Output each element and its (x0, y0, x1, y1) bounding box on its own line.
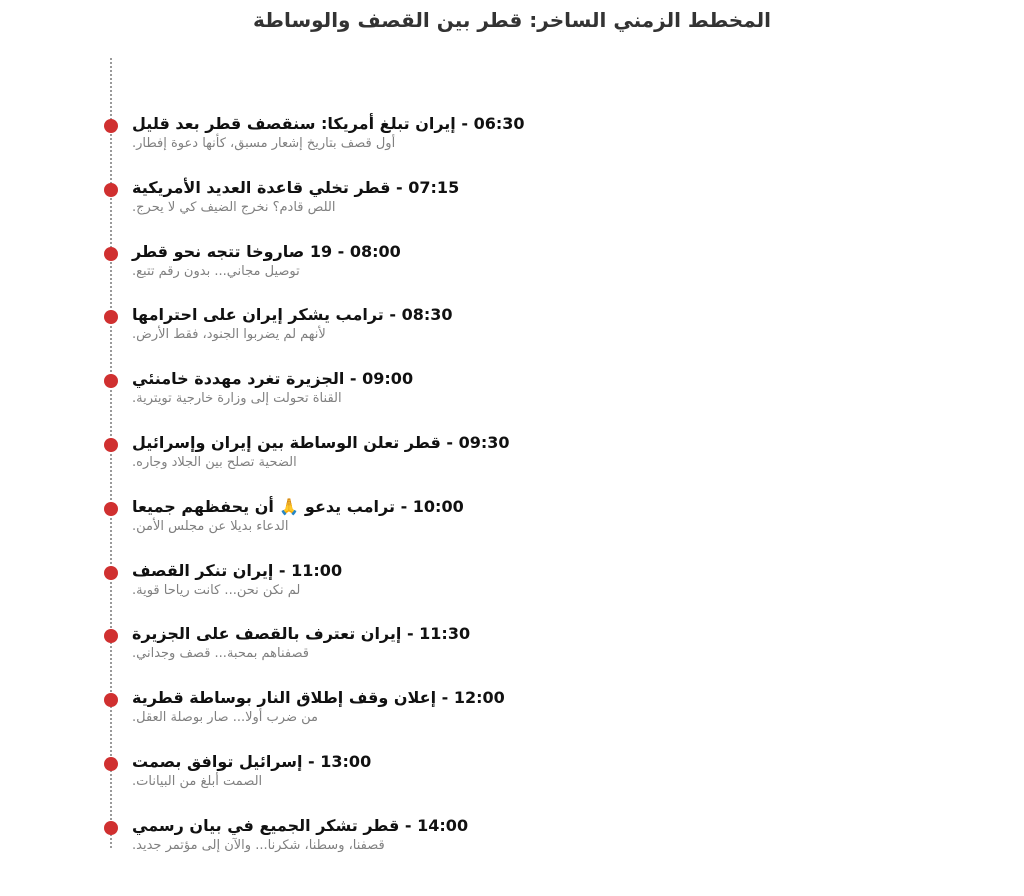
event-title: 08:00 - 19 صاروخا تتجه نحو قطر (132, 241, 401, 261)
timeline-dot-marker (104, 119, 118, 133)
event-subtitle: الدعاء بديلا عن مجلس الأمن. (132, 518, 289, 534)
event-subtitle: القناة تحولت إلى وزارة خارجية تويترية. (132, 391, 342, 407)
event-subtitle: توصيل مجاني... بدون رقم تتبع. (132, 263, 300, 279)
event-title: 06:30 - إيران تبلغ أمريكا: سنقصف قطر بعد قليل (132, 114, 525, 133)
timeline-dot-marker (104, 183, 118, 197)
event-subtitle: الضحية تصلح بين الجلاد وجاره. (132, 455, 297, 470)
timeline-dot-marker (104, 629, 118, 643)
event-title: 09:00 - الجزيرة تغرد مهددة خامنئي (132, 369, 414, 389)
event-title: 09:30 - قطر تعلن الوساطة بين إيران وإسرائيل (132, 433, 510, 452)
timeline-event (104, 622, 804, 668)
event-subtitle: لم نكن نحن... كانت رياحا قوية. (132, 582, 301, 598)
timeline-event (104, 686, 804, 732)
timeline-event (104, 495, 804, 541)
timeline-dot-marker (104, 502, 118, 516)
event-subtitle: الصمت أبلغ من البيانات. (132, 774, 263, 789)
event-subtitle: من ضرب أولا... صار بوصلة العقل. (132, 710, 318, 726)
event-subtitle: قصفنا، وسطنا، شكرنا... والآن إلى مؤتمر جديد. (132, 837, 385, 853)
event-subtitle: أول قصف بتاريخ إشعار مسبق، كأنها دعوة إفطار. (132, 136, 396, 151)
timeline-event (104, 367, 804, 413)
event-subtitle: قصفناهم بمحبة... قصف وجداني. (132, 646, 309, 662)
event-title: 13:00 - إسرائيل توافق بصمت (132, 752, 372, 771)
timeline-event (104, 303, 804, 349)
timeline-dot-marker (104, 374, 118, 388)
event-title: 10:00 - ترامب يدعو 🙏 أن يحفظهم جميعا (132, 496, 464, 516)
event-title: 12:00 - إعلان وقف إطلاق النار بوساطة قطرية (132, 688, 505, 708)
timeline-dot-marker (104, 566, 118, 580)
event-title: 07:15 - قطر تخلي قاعدة العديد الأمريكية (132, 177, 460, 197)
timeline-event (104, 112, 804, 158)
event-title: 11:30 - إيران تعترف بالقصف على الجزيرة (132, 624, 471, 644)
event-subtitle: اللص قادم؟ نخرج الضيف كي لا يحرج. (132, 199, 336, 215)
event-title: 08:30 - ترامب يشكر إيران على احترامها (132, 305, 453, 325)
timeline-event (104, 814, 804, 860)
timeline-dot-marker (104, 247, 118, 261)
timeline-dot-marker (104, 310, 118, 324)
page-title: المخطط الزمني الساخر: قطر بين القصف والوساطة (253, 8, 771, 32)
timeline-event (104, 176, 804, 222)
timeline-event (104, 431, 804, 477)
timeline-event (104, 559, 804, 605)
timeline-dot-marker (104, 693, 118, 707)
event-title: 14:00 - قطر تشكر الجميع في بيان رسمي (132, 815, 469, 835)
event-subtitle: لأنهم لم يضربوا الجنود، فقط الأرض. (132, 327, 326, 343)
timeline-dot-marker (104, 438, 118, 452)
timeline-event (104, 240, 804, 286)
timeline-dot-marker (104, 821, 118, 835)
event-title: 11:00 - إيران تنكر القصف (132, 560, 343, 580)
timeline-event (104, 750, 804, 796)
timeline-dot-marker (104, 757, 118, 771)
